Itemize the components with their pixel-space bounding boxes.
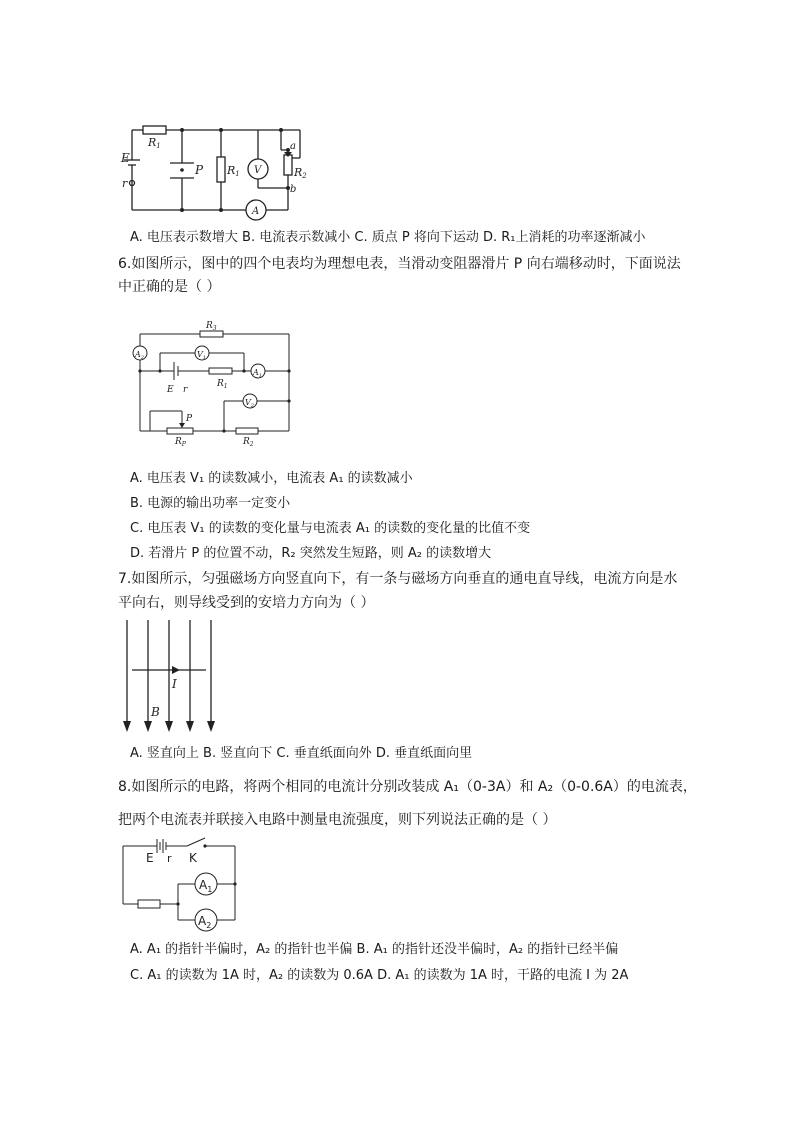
q6-option-d: D. 若滑片 P 的位置不动，R₂ 突然发生短路，则 A₂ 的读数增大: [130, 546, 492, 561]
q7-field-label: B: [151, 705, 160, 719]
q6-a2-label: $A_2$: [135, 350, 144, 361]
q5-b-label: b: [290, 184, 297, 195]
q6-r1-label: $R_1$: [217, 379, 228, 390]
q8-a1-label: $A_1$: [199, 878, 213, 894]
q8-a2-label: $A_2$: [198, 914, 212, 930]
q6-a1-label: $A_1$: [253, 368, 262, 379]
q7-current-label: I: [172, 677, 177, 691]
q5-r2-label: R2: [294, 166, 307, 180]
q8-options-ab: A. A₁ 的指针半偏时，A₂ 的指针也半偏 B. A₁ 的指针还没半偏时，A₂ 的指针已经半偏: [130, 942, 619, 957]
q8-k-label: K: [189, 851, 197, 865]
q8-r-label: r: [167, 852, 172, 865]
q7-stem-line-2: 平向右，则导线受到的安培力方向为（ ）: [118, 595, 375, 611]
q7-options: A. 竖直向上 B. 竖直向下 C. 垂直纸面向外 D. 垂直纸面向里: [130, 746, 473, 761]
q6-p-label: P: [186, 414, 193, 424]
q6-option-b: B. 电源的输出功率一定变小: [130, 496, 291, 511]
q6-stem-line-1: 6.如图所示，图中的四个电表均为理想电表，当滑动变阻器滑片 P 向右端移动时，下面说法: [118, 256, 681, 272]
q6-v1-label: $V_1$: [197, 350, 206, 361]
q6-v2-label: $V_2$: [245, 398, 254, 409]
q8-stem-line-2: 把两个电流表并联接入电路中测量电流强度，则下列说法正确的是（ ）: [118, 812, 557, 828]
q5-r1-top-label: R1: [148, 136, 161, 150]
q8-e-label: E: [146, 851, 154, 865]
q8-options-cd: C. A₁ 的读数为 1A 时，A₂ 的读数为 0.6A D. A₁ 的读数为 1A 时，干路的电流 I 为 2A: [130, 968, 629, 983]
q5-a-label: a: [290, 141, 296, 152]
q6-option-c: C. 电压表 V₁ 的读数的变化量与电流表 A₁ 的读数的变化量的比值不变: [130, 521, 531, 536]
q5-ammeter-label: A: [252, 206, 260, 217]
q5-e-label: E: [121, 151, 130, 165]
q6-r-label: r: [183, 385, 188, 395]
q5-voltmeter-label: V: [254, 165, 262, 176]
q6-r3-label: $R_3$: [206, 321, 217, 332]
q5-r-label: r: [122, 177, 128, 190]
q5-p-label: P: [195, 163, 204, 177]
q6-stem-line-2: 中正确的是（ ）: [118, 279, 221, 295]
q6-rp-label: $R_P$: [175, 437, 186, 448]
q6-r2-label: $R_2$: [243, 437, 254, 448]
q5-options: A. 电压表示数增大 B. 电流表示数减小 C. 质点 P 将向下运动 D. R₁上消耗的功率逐渐减小: [130, 230, 646, 245]
q5-r1-label: R1: [227, 164, 240, 178]
q7-stem-line-1: 7.如图所示，匀强磁场方向竖直向下，有一条与磁场方向垂直的通电直导线，电流方向是水: [118, 571, 678, 587]
q8-stem-line-1: 8.如图所示的电路，将两个相同的电流计分别改装成 A₁（0-3A）和 A₂（0-0.6A）的电流表，: [118, 779, 697, 795]
q6-option-a: A. 电压表 V₁ 的读数减小，电流表 A₁ 的读数减小: [130, 471, 413, 486]
q6-e-label: E: [167, 385, 174, 395]
